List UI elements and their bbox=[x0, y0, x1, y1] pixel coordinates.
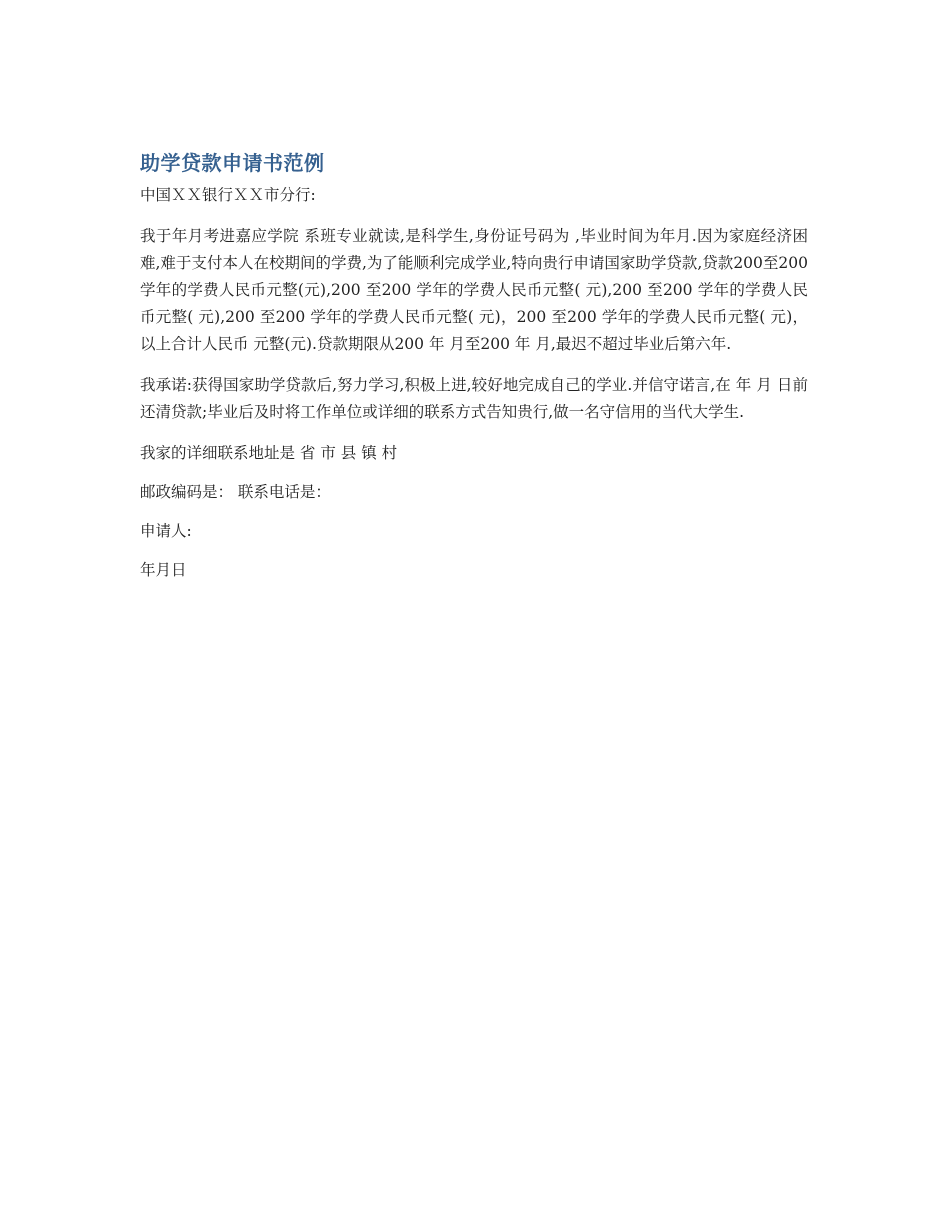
applicant-label: 申请人: bbox=[140, 522, 192, 540]
body-paragraph-application: 我于年月考进嘉应学院 系班专业就读,是科学生,身份证号码为 ,毕业时间为年月.因为家庭经济困难,难于支付本人在校期间的学费,为了能顺利完成学业,特向贵行申请国家助学贷款,贷款200至200学年的学费人民币元整(元),200 至200 学年的学费人民币元整( 元),200 至200 学年的学费人民币元整( 元),200 至200 学年的学费人民币元整( 元)，200 至200 学年的学费人民币元整( 元)，以上合计人民币 元整(元).贷款期限从200 年 月至200 年 月,最迟不超过毕业后第六年. bbox=[140, 227, 808, 353]
contact-line: 邮政编码是： 联系电话是： bbox=[140, 483, 331, 501]
salutation: 中国ＸＸ银行ＸＸ市分行: bbox=[140, 186, 316, 204]
document-body bbox=[140, 148, 808, 584]
document-title: 助学贷款申请书范例 bbox=[140, 151, 325, 175]
date-label: 年月日 bbox=[140, 561, 187, 579]
body-paragraph-promise: 我承诺:获得国家助学贷款后,努力学习,积极上进,较好地完成自己的学业.并信守诺言,在 年 月 日前还清贷款;毕业后及时将工作单位或详细的联系方式告知贵行,做一名守信用的当代大学生. bbox=[140, 376, 808, 421]
address-line: 我家的详细联系地址是 省 市 县 镇 村 bbox=[140, 444, 398, 462]
